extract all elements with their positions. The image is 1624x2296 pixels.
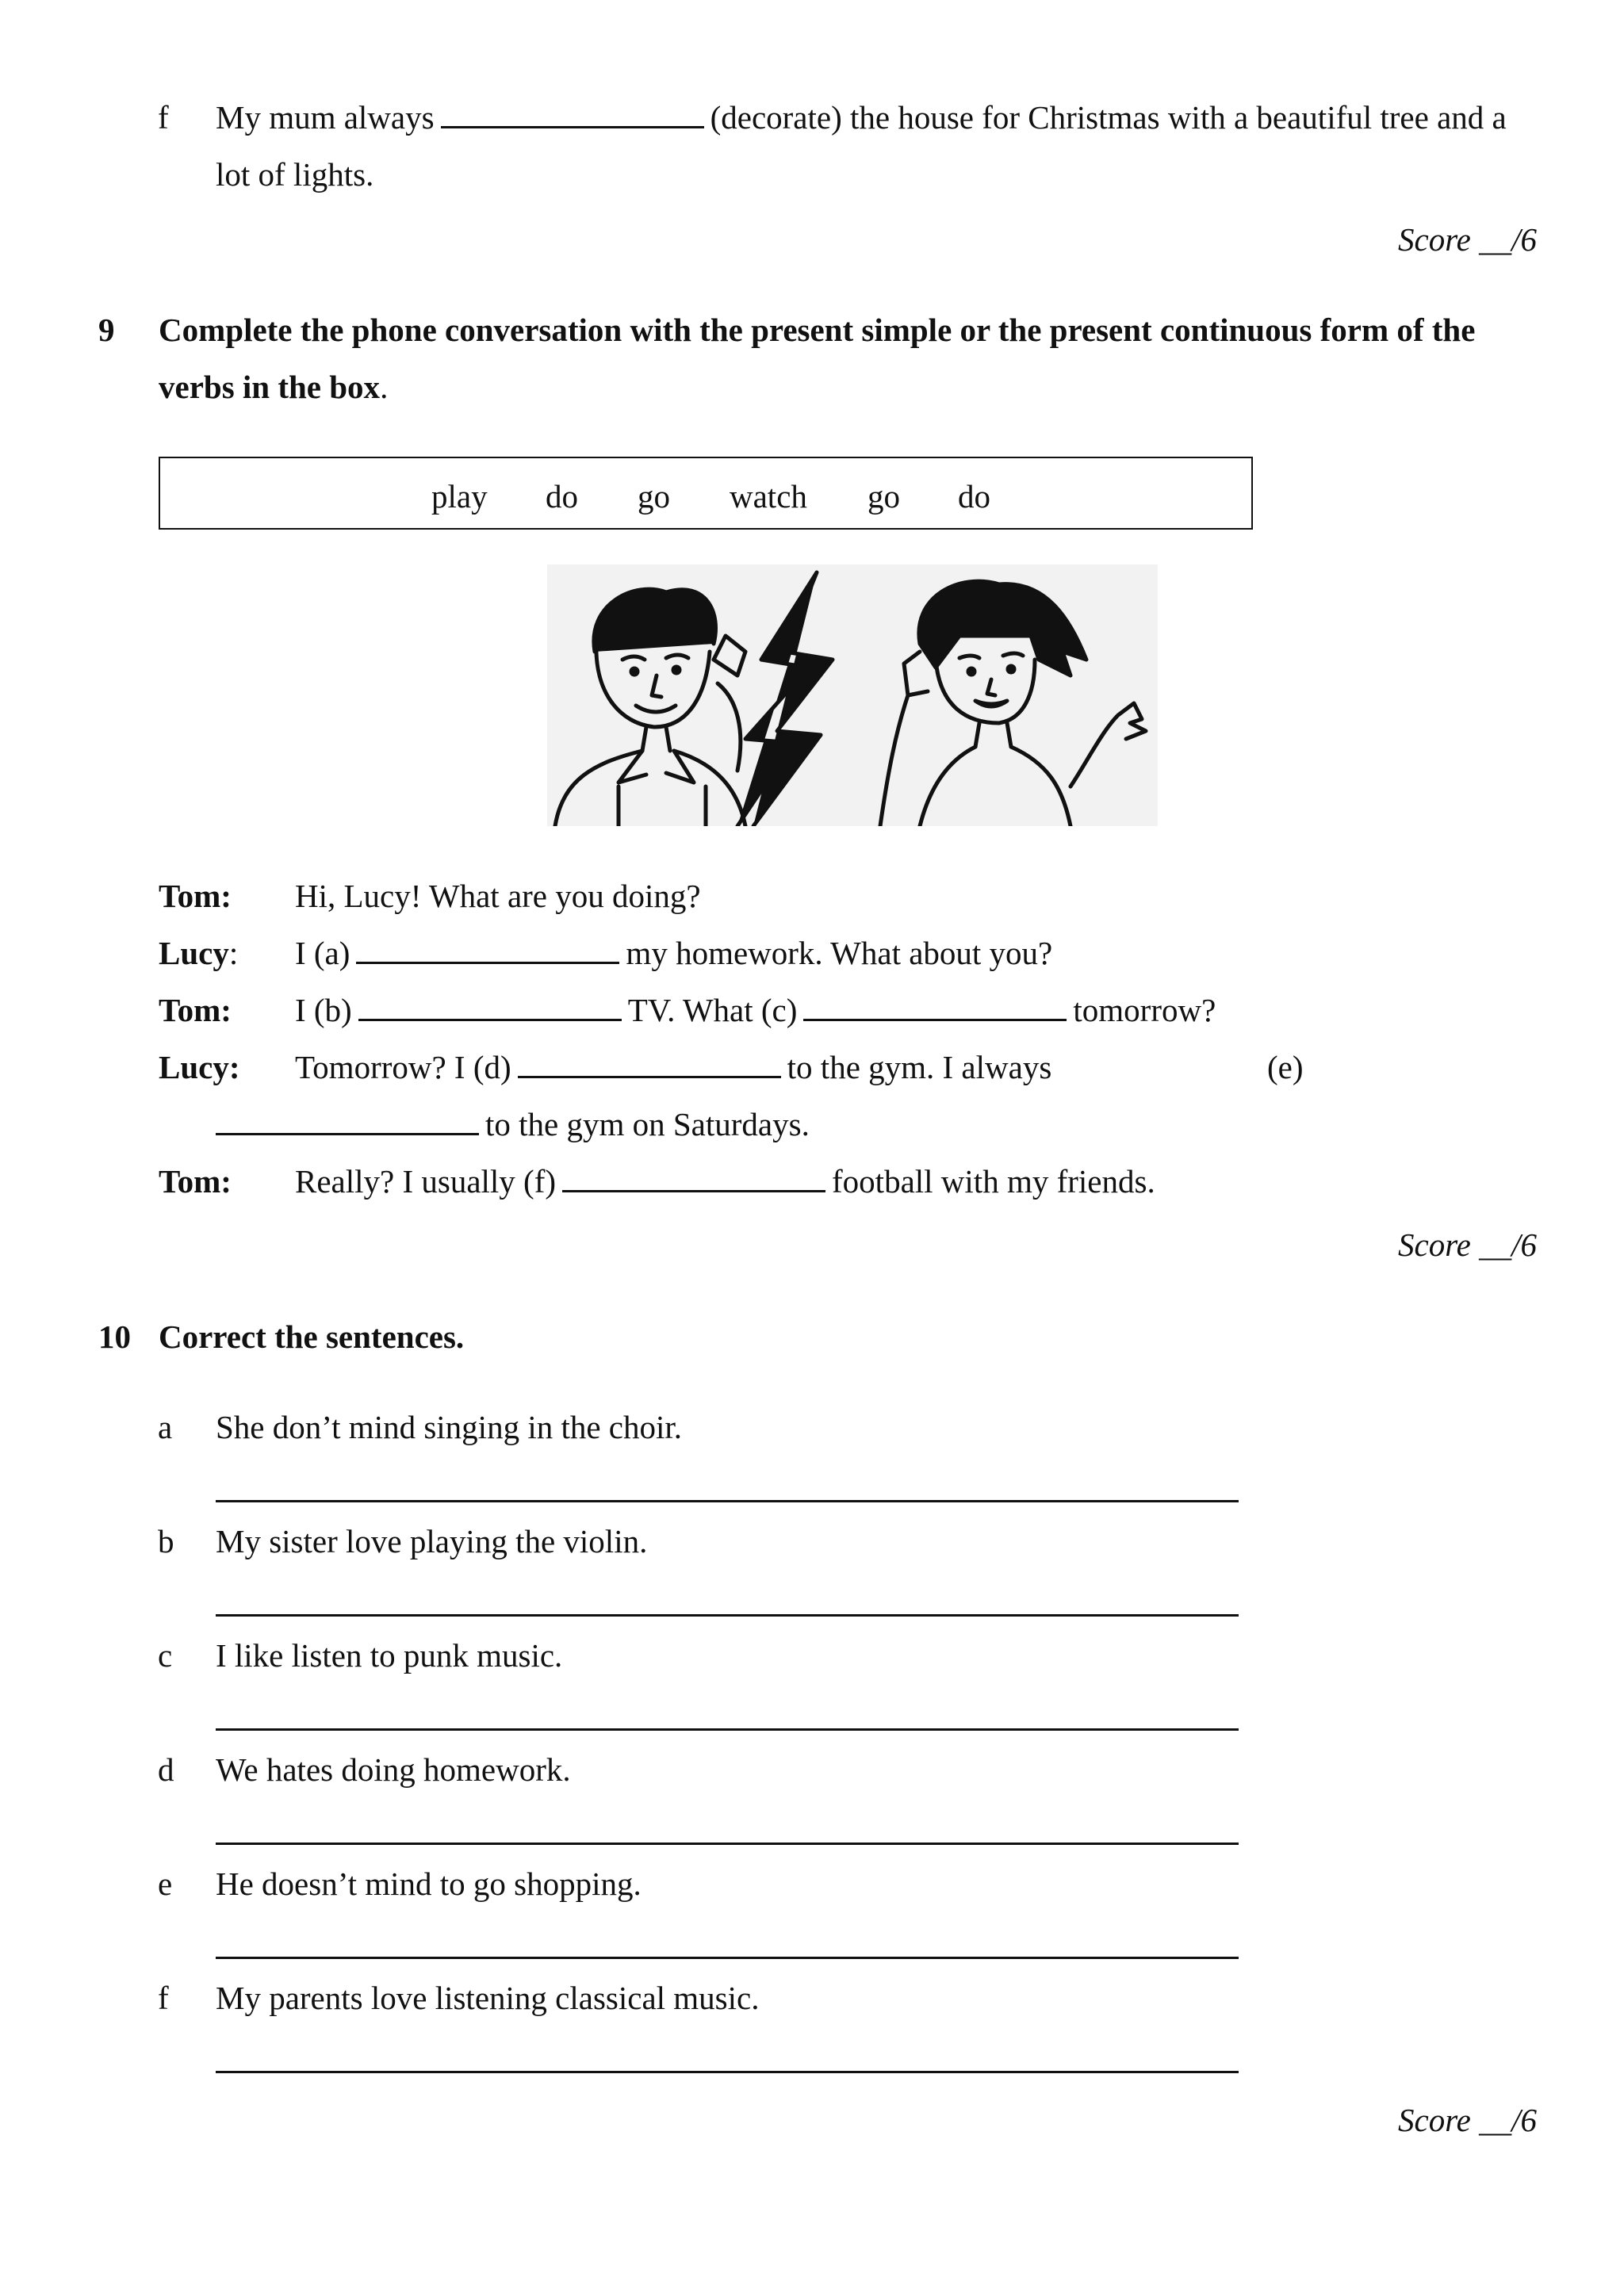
- dialogue-line: [295, 934, 1052, 973]
- item-letter: d: [158, 1751, 174, 1788]
- dialogue-text: tomorrow?: [1073, 992, 1216, 1028]
- dialogue-text: TV. What (c): [627, 992, 798, 1028]
- incorrect-sentence: He doesn’t mind to go shopping.: [216, 1866, 642, 1902]
- dialogue-line: Hi, Lucy! What are you doing?: [295, 878, 701, 914]
- sentence-f: [216, 98, 1507, 137]
- score-label: Score __/6: [1398, 2102, 1537, 2138]
- item-letter: f: [158, 1980, 169, 2016]
- speaker-lucy-wrap: [159, 934, 238, 973]
- instruction-line2: [159, 368, 388, 407]
- dialogue-text: Really? I usually (f): [295, 1163, 557, 1200]
- speaker-tom: Tom:: [159, 992, 232, 1028]
- score-label: Score __/6: [1398, 1226, 1537, 1263]
- instruction-text: verbs in the box: [159, 369, 381, 405]
- speaker-tom: Tom:: [159, 878, 232, 914]
- dialogue-marker-e: (e): [1267, 1049, 1304, 1085]
- speaker-lucy: Lucy:: [159, 1049, 240, 1085]
- word-box-word: do: [958, 478, 990, 515]
- instruction-period: .: [380, 369, 389, 405]
- word-box-word: watch: [730, 478, 807, 515]
- speaker-colon: :: [228, 935, 239, 971]
- answer-blank-e[interactable]: [216, 1106, 479, 1135]
- item-letter: f: [158, 99, 169, 136]
- dialogue-text: football with my friends.: [832, 1163, 1155, 1200]
- answer-line[interactable]: [216, 1728, 1239, 1731]
- dialogue-line: [216, 1105, 810, 1144]
- score-label: Score __/6: [1398, 221, 1537, 258]
- instruction: Correct the sentences.: [159, 1318, 465, 1355]
- exercise-number: 9: [98, 312, 115, 348]
- word-box-word: do: [546, 478, 578, 515]
- answer-blank-c[interactable]: [803, 992, 1067, 1021]
- item-letter: b: [158, 1523, 174, 1559]
- dialogue-text: to the gym. I always: [787, 1049, 1052, 1085]
- sentence-text-line2: lot of lights.: [216, 156, 374, 193]
- speaker-lucy: Lucy: [159, 935, 229, 971]
- answer-line[interactable]: [216, 1500, 1239, 1502]
- dialogue-text: Tomorrow? I (d): [295, 1049, 511, 1085]
- dialogue-line: [295, 1162, 1155, 1201]
- incorrect-sentence: She don’t mind singing in the choir.: [216, 1409, 683, 1445]
- answer-line[interactable]: [216, 1614, 1239, 1617]
- dialogue-text: I (a): [295, 935, 350, 971]
- item-letter: e: [158, 1866, 173, 1902]
- answer-blank-d[interactable]: [518, 1049, 781, 1078]
- dialogue-line: [295, 991, 1216, 1030]
- dialogue-line: [295, 1048, 1051, 1087]
- phone-conversation-illustration: [547, 564, 1158, 826]
- incorrect-sentence: We hates doing homework.: [216, 1751, 571, 1788]
- dialogue-text: I (b): [295, 992, 352, 1028]
- incorrect-sentence: I like listen to punk music.: [216, 1637, 563, 1674]
- incorrect-sentence: My sister love playing the violin.: [216, 1523, 648, 1559]
- word-box-word: go: [868, 478, 900, 515]
- item-letter: a: [158, 1409, 173, 1445]
- answer-blank-a[interactable]: [356, 935, 619, 964]
- answer-line[interactable]: [216, 2071, 1239, 2073]
- sentence-text: My mum always: [216, 99, 435, 136]
- answer-line[interactable]: [216, 1843, 1239, 1845]
- word-box-word: play: [431, 478, 488, 515]
- word-box: [159, 457, 1253, 530]
- dialogue-text: my homework. What about you?: [626, 935, 1053, 971]
- item-letter: c: [158, 1637, 173, 1674]
- answer-blank-b[interactable]: [358, 992, 622, 1021]
- instruction-line1: Complete the phone conversation with the present simple or the present continuous form of the: [159, 312, 1476, 348]
- answer-blank[interactable]: [441, 99, 704, 128]
- answer-blank-f[interactable]: [562, 1163, 825, 1192]
- dialogue-text: to the gym on Saturdays.: [485, 1106, 810, 1142]
- speaker-tom: Tom:: [159, 1163, 232, 1200]
- sentence-text: (decorate) the house for Christmas with a beautiful tree and a: [710, 99, 1507, 136]
- word-box-word: go: [638, 478, 670, 515]
- incorrect-sentence: My parents love listening classical music.: [216, 1980, 760, 2016]
- exercise-number: 10: [98, 1318, 131, 1355]
- answer-line[interactable]: [216, 1957, 1239, 1959]
